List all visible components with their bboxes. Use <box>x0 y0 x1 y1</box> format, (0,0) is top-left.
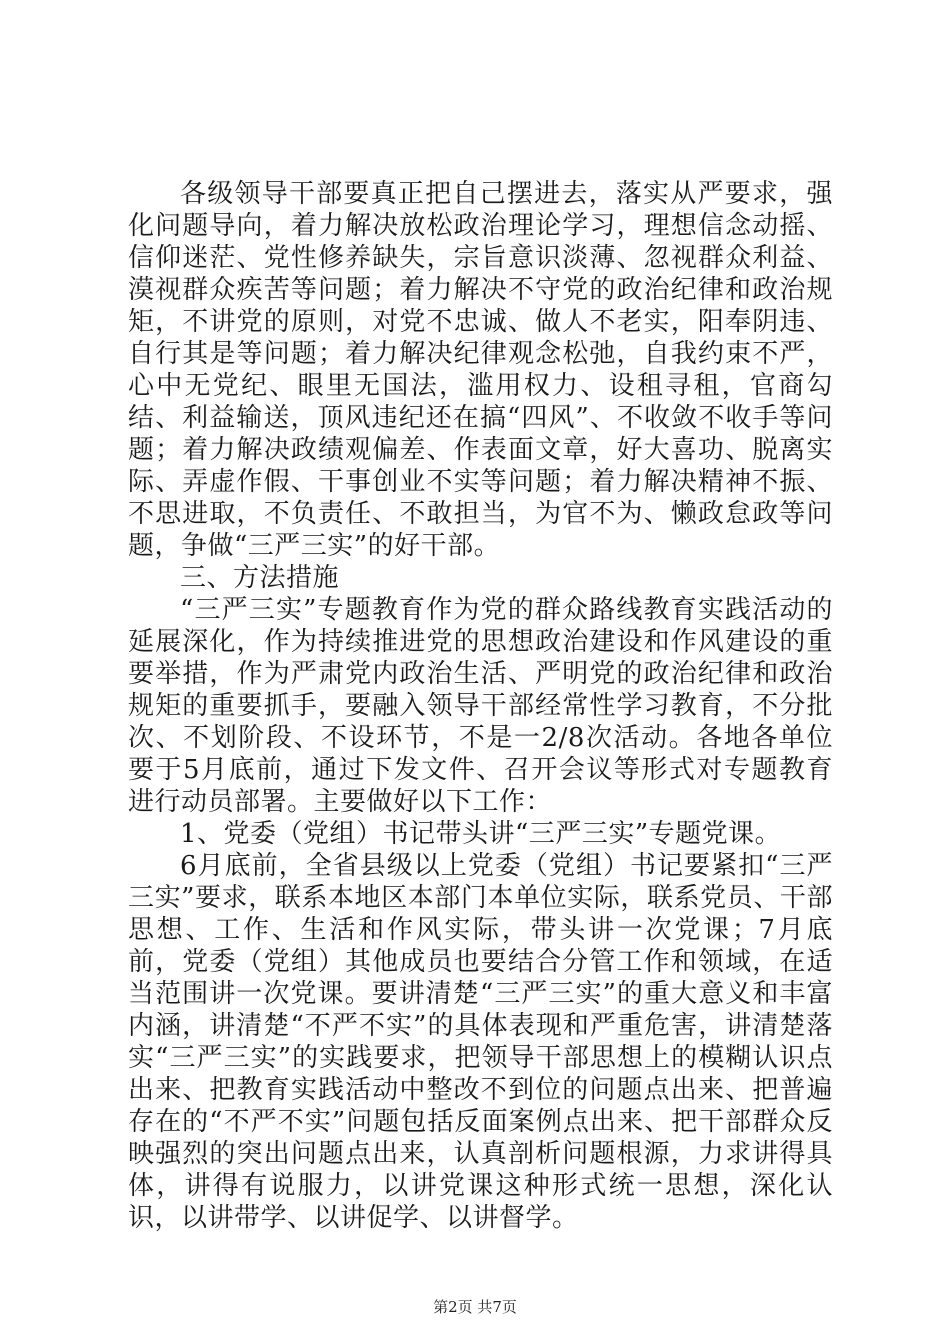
page-number-footer: 第2页 共7页 <box>433 1298 517 1316</box>
paragraph-methods-intro: “三严三实”专题教育作为党的群众路线教育实践活动的延展深化，作为持续推进党的思想政治建设和作风建设的重要举措，作为严肃党内政治生活、严明党的政治纪律和政治规矩的重要抓手，要融入领导干部经常性学习教育，不分批次、不划阶段、不设环节，不是一2/8次活动。各地各单位要于5月底前，通过下发文件、召开会议等形式对专题教育进行动员部署。主要做好以下工作： <box>128 595 833 817</box>
section-heading-methods: 三、方法措施 <box>180 563 340 593</box>
item-heading-party-lecture: 1、党委（党组）书记带头讲“三严三实”专题党课。 <box>180 819 782 849</box>
document-body <box>128 178 833 1234</box>
paragraph-requirements: 各级领导干部要真正把自己摆进去，落实从严要求，强化问题导向，着力解决放松政治理论学习，理想信念动摇、信仰迷茫、党性修养缺失，宗旨意识淡薄、忽视群众利益、漠视群众疾苦等问题；着力解决不守党的政治纪律和政治规矩，不讲党的原则，对党不忠诚、做人不老实，阳奉阴违、自行其是等问题；着力解决纪律观念松弛，自我约束不严，心中无党纪、眼里无国法，滥用权力、设租寻租，官商勾结、利益输送，顶风违纪还在搞“四风”、不收敛不收手等问题；着力解决政绩观偏差、作表面文章，好大喜功、脱离实际、弄虚作假、干事创业不实等问题；着力解决精神不振、不思进取，不负责任、不敢担当，为官不为、懒政怠政等问题，争做“三严三实”的好干部。 <box>128 179 833 561</box>
paragraph-party-lecture: 6月底前，全省县级以上党委（党组）书记要紧扣“三严三实”要求，联系本地区本部门本单位实际，联系党员、干部思想、工作、生活和作风实际，带头讲一次党课；7月底前，党委（党组）其他成员也要结合分管工作和领域，在适当范围讲一次党课。要讲清楚“三严三实”的重大意义和丰富内涵，讲清楚“不严不实”的具体表现和严重危害，讲清楚落实“三严三实”的实践要求，把领导干部思想上的模糊认识点出来、把教育实践活动中整改不到位的问题点出来、把普遍存在的“不严不实”问题包括反面案例点出来、把干部群众反映强烈的突出问题点出来，认真剖析问题根源，力求讲得具体，讲得有说服力，以讲党课这种形式统一思想，深化认识，以讲带学、以讲促学、以讲督学。 <box>128 851 833 1233</box>
